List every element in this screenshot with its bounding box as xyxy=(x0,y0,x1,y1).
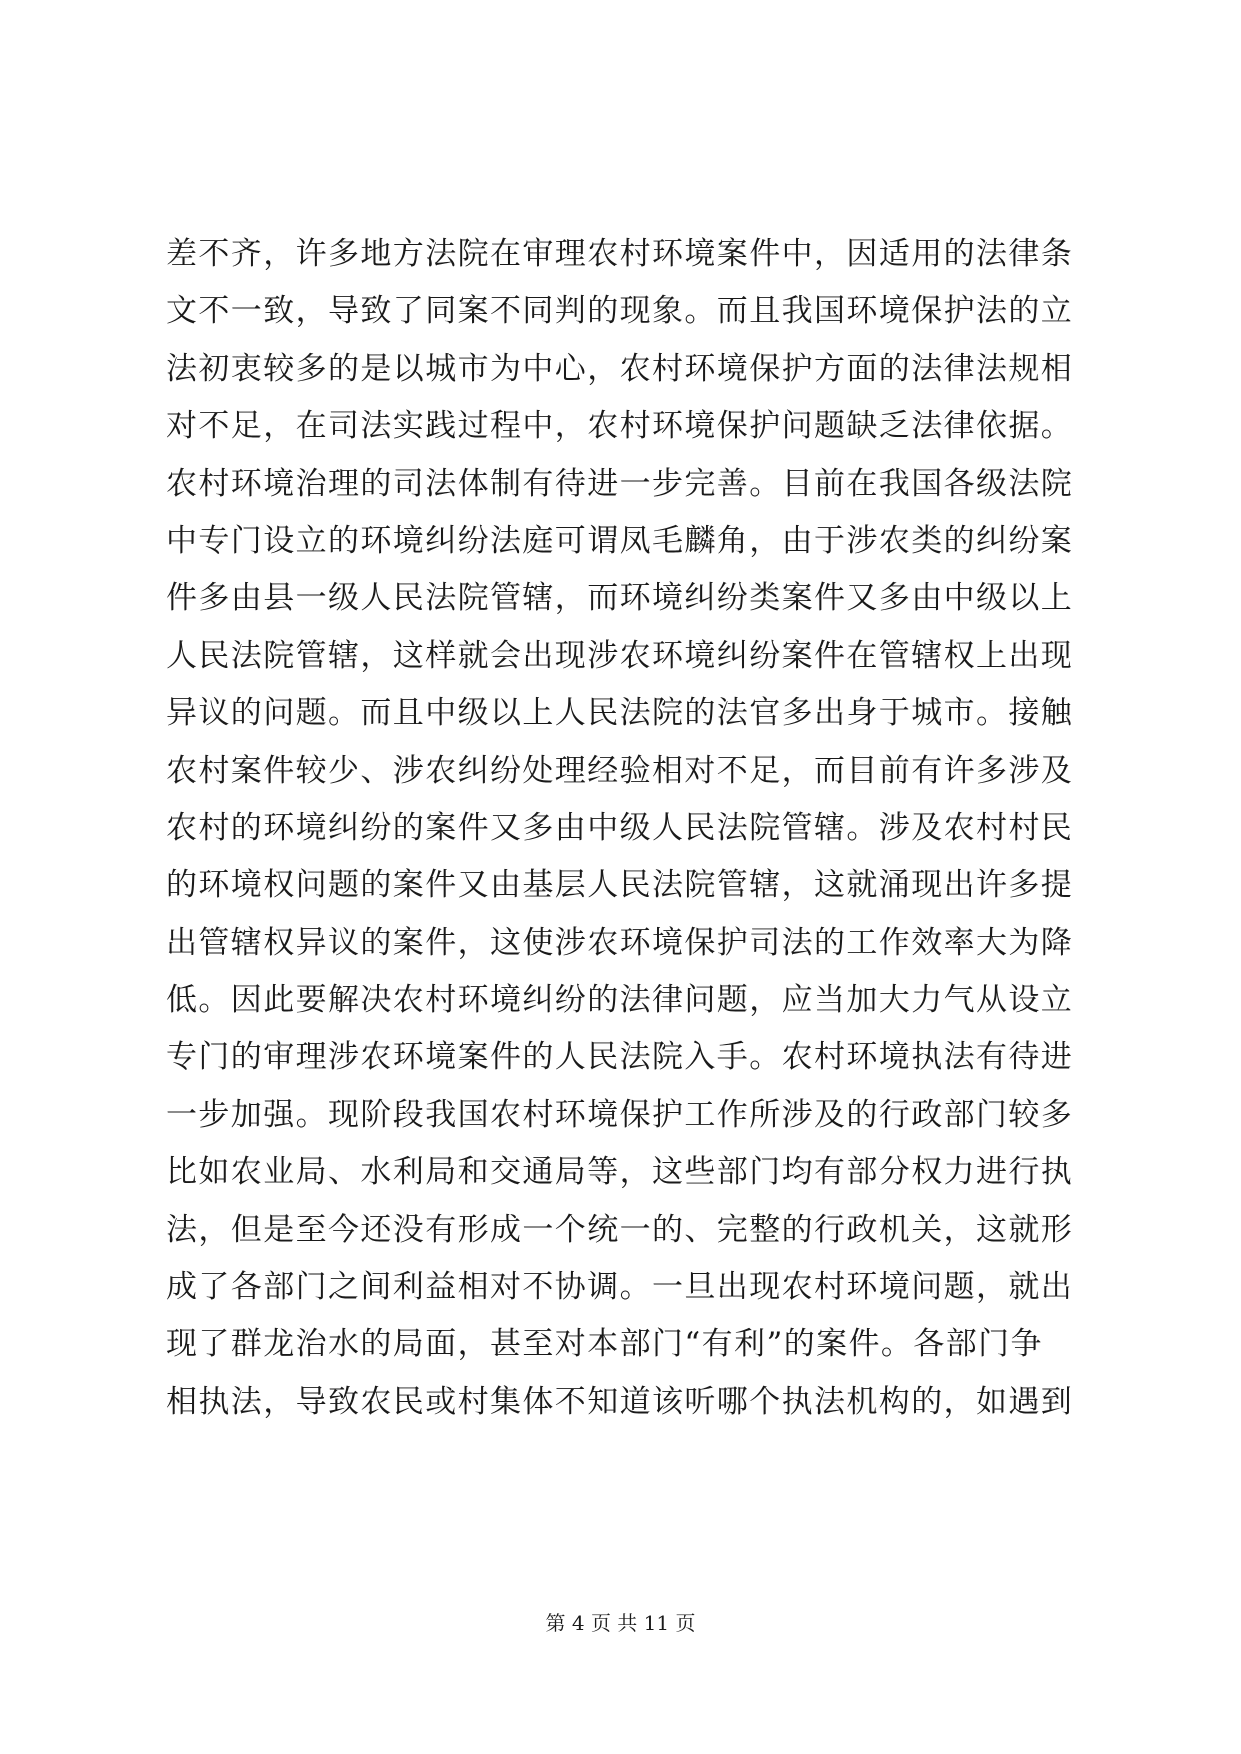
text-line: 农村环境治理的司法体制有待进一步完善。目前在我国各级法院 xyxy=(166,465,1074,502)
text-line: 一步加强。现阶段我国农村环境保护工作所涉及的行政部门较多 xyxy=(166,1096,1074,1133)
text-line: 文不一致，导致了同案不同判的现象。而且我国环境保护法的立 xyxy=(166,293,1074,330)
text-line: 比如农业局、水利局和交通局等，这些部门均有部分权力进行执 xyxy=(166,1154,1074,1191)
text-line: 出管辖权异议的案件，这使涉农环境保护司法的工作效率大为降 xyxy=(166,924,1074,961)
text-line: 对不足，在司法实践过程中，农村环境保护问题缺乏法律依据。 xyxy=(166,408,1074,445)
text-line: 农村的环境纠纷的案件又多由中级人民法院管辖。涉及农村村民 xyxy=(166,809,1074,846)
text-line: 差不齐，许多地方法院在审理农村环境案件中，因适用的法律条 xyxy=(166,236,1074,272)
text-line: 人民法院管辖，这样就会出现涉农环境纠纷案件在管辖权上出现 xyxy=(166,637,1074,674)
text-line: 低。因此要解决农村环境纠纷的法律问题，应当加大力气从设立 xyxy=(166,982,1074,1019)
text-line: 相执法，导致农民或村集体不知道该听哪个执法机构的，如遇到 xyxy=(166,1383,1074,1420)
text-line: 法初衷较多的是以城市为中心，农村环境保护方面的法律法规相 xyxy=(166,350,1074,387)
text-line: 农村案件较少、涉农纠纷处理经验相对不足，而目前有许多涉及 xyxy=(166,752,1074,789)
text-line: 件多由县一级人民法院管辖，而环境纠纷类案件又多由中级以上 xyxy=(166,580,1074,617)
text-line: 成了各部门之间利益相对不协调。一旦出现农村环境问题，就出 xyxy=(166,1269,1074,1306)
page-number-footer: 第 4 页 共 11 页 xyxy=(545,1611,696,1635)
text-line: 的环境权问题的案件又由基层人民法院管辖，这就涌现出许多提 xyxy=(166,867,1074,904)
text-line: 法，但是至今还没有形成一个统一的、完整的行政机关，这就形 xyxy=(166,1211,1074,1248)
text-line: 现了群龙治水的局面，甚至对本部门“有利”的案件。各部门争 xyxy=(166,1326,1043,1363)
text-line: 异议的问题。而且中级以上人民法院的法官多出身于城市。接触 xyxy=(166,695,1074,732)
text-line: 专门的审理涉农环境案件的人民法院入手。农村环境执法有待进 xyxy=(166,1039,1074,1076)
text-line: 中专门设立的环境纠纷法庭可谓凤毛麟角，由于涉农类的纠纷案 xyxy=(166,522,1074,559)
body-text xyxy=(166,226,1078,1431)
